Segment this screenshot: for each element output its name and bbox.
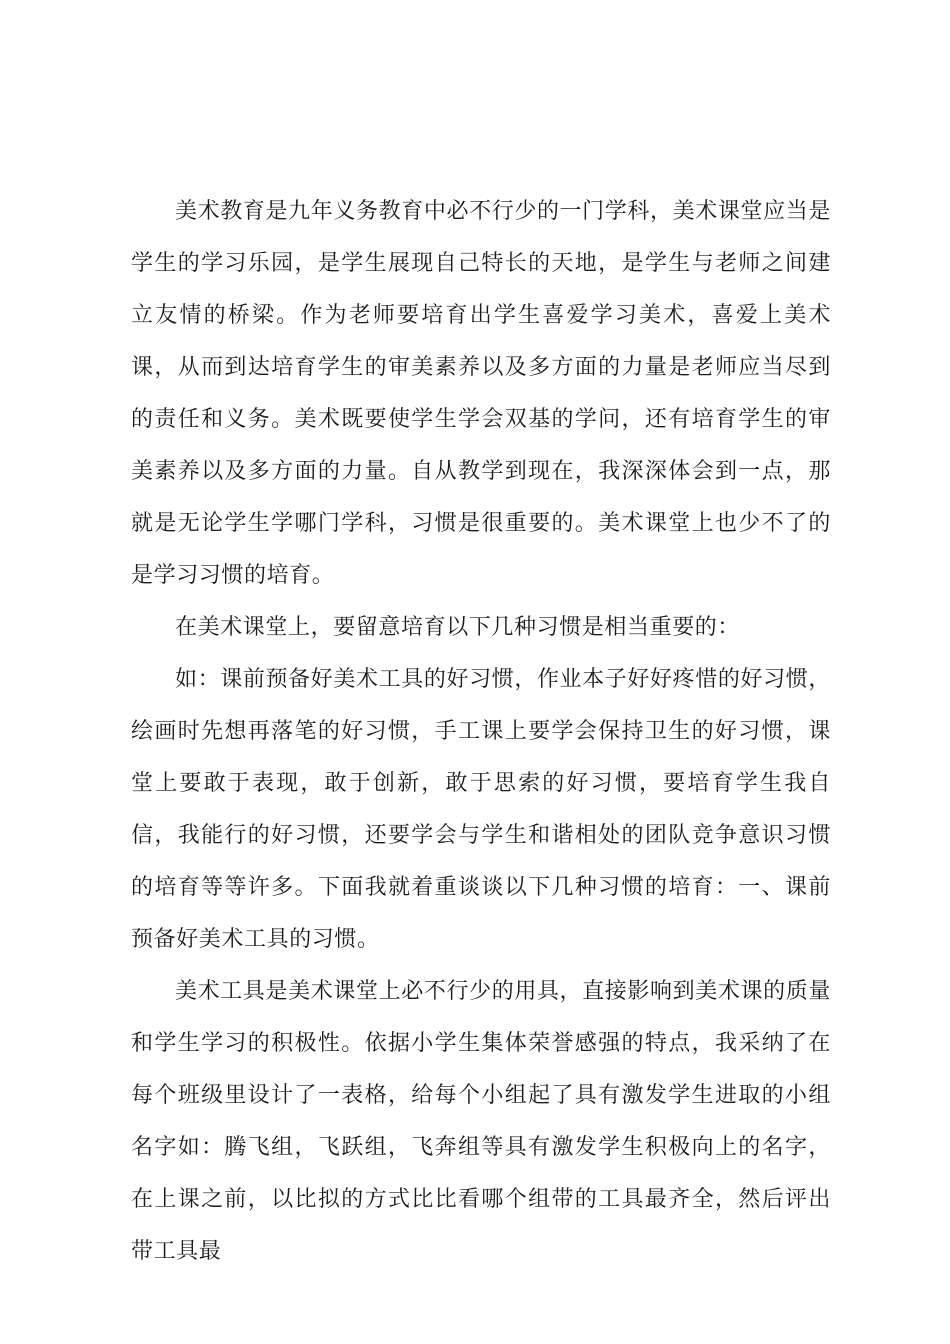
paragraph-habits-heading: 在美术课堂上，要留意培育以下几种习惯是相当重要的：	[175, 615, 741, 640]
paragraph-habits-list: 如：课前预备好美术工具的好习惯，作业本子好好疼惜的好习惯，绘画时先想再落笔的好习惯，手工课上要学会保持卫生的好习惯，课堂上要敢于表现，敢于创新，敢于思索的好习惯，要培育学生我自信，我能行的好习惯，还要学会与学生和谐相处的团队竞争意识习惯的培育等等许多。下面我就着重谈谈以下几种习惯的培育：一、课前预备好美术工具的习惯。	[131, 667, 831, 952]
paragraph-intro: 美术教育是九年义务教育中必不行少的一门学科，美术课堂应当是学生的学习乐园，是学生展现自己特长的天地，是学生与老师之间建立友情的桥梁。作为老师要培育出学生喜爱学习美术，喜爱上美术课，从而到达培育学生的审美素养以及多方面的力量是老师应当尽到的责任和义务。美术既要使学生学会双基的学问，还有培育学生的审美素养以及多方面的力量。自从教学到现在，我深深体会到一点，那就是无论学生学哪门学科，习惯是很重要的。美术课堂上也少不了的是学习习惯的培育。	[131, 199, 831, 588]
document-body	[131, 186, 831, 1278]
paragraph-art-tools: 美术工具是美术课堂上必不行少的用具，直接影响到美术课的质量和学生学习的积极性。依据小学生集体荣誉感强的特点，我采纳了在每个班级里设计了一表格，给每个小组起了具有激发学生进取的小组名字如：腾飞组，飞跃组，飞奔组等具有激发学生积极向上的名字，在上课之前，以比拟的方式比比看哪个组带的工具最齐全，然后评出带工具最	[131, 979, 831, 1264]
